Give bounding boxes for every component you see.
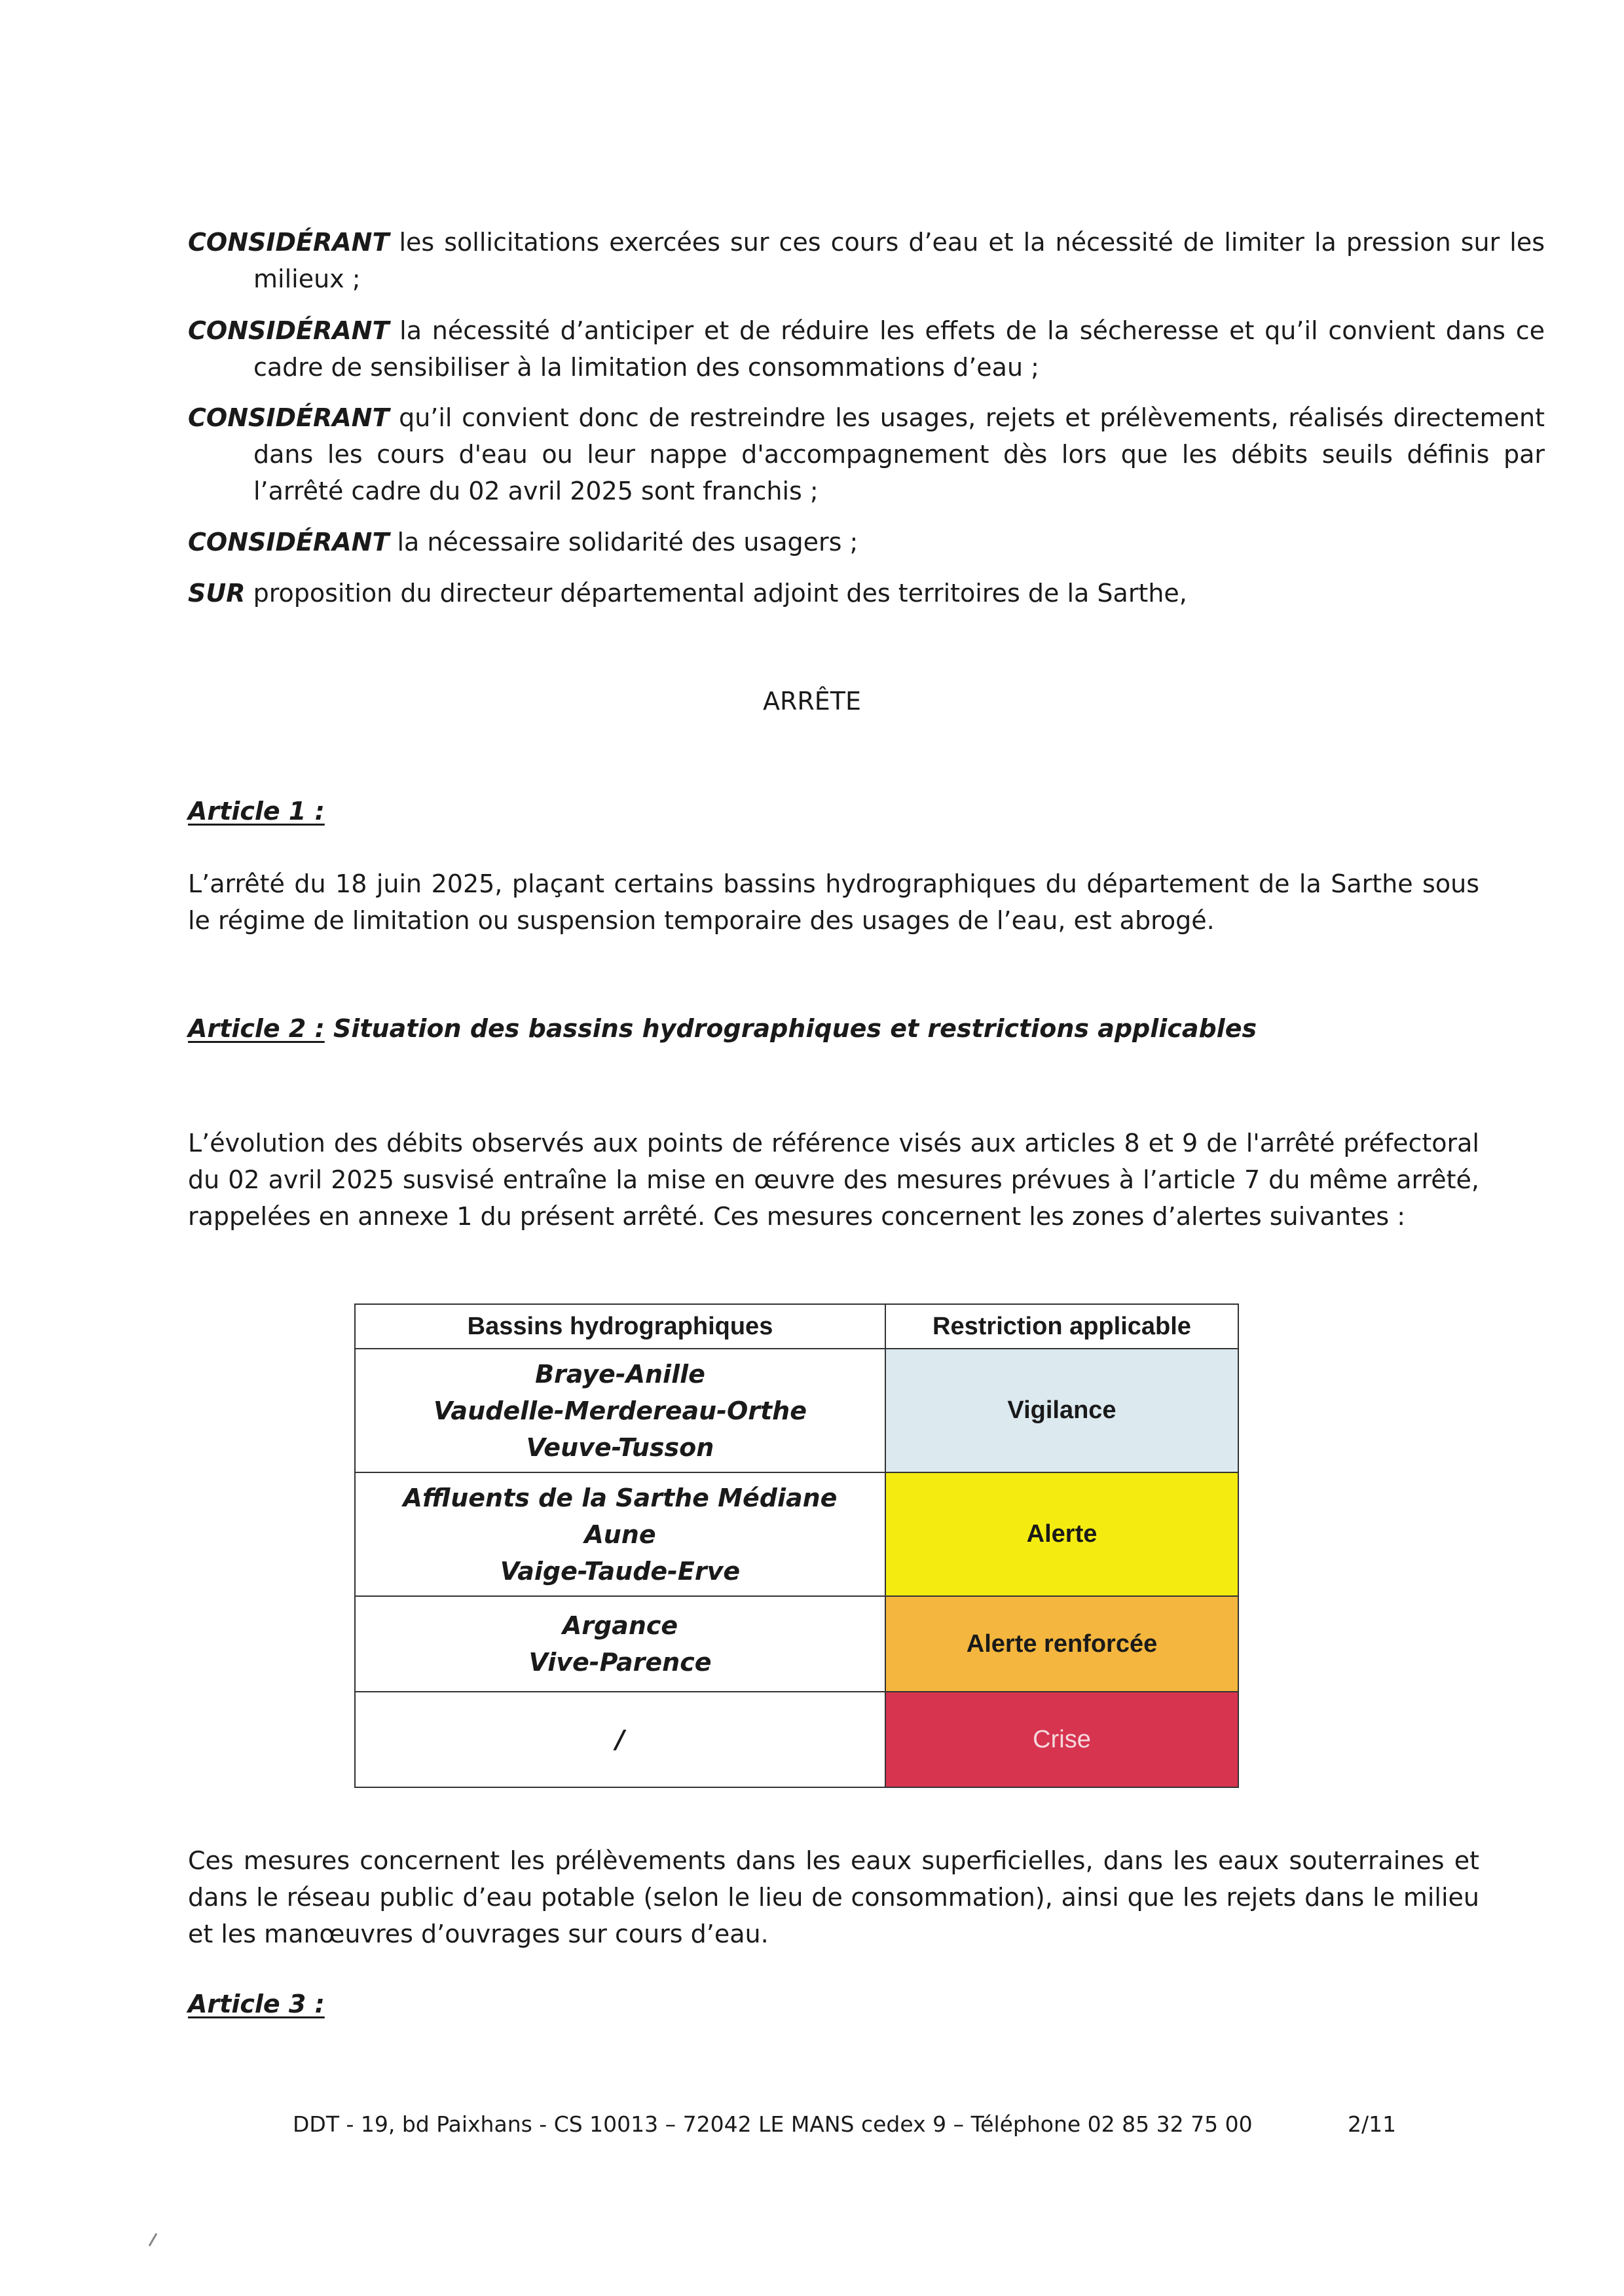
- basin-name: Vaige-Taude-Erve: [500, 1556, 741, 1586]
- considerant-text: les sollicitations exercées sur ces cours d’eau et la nécessité de limiter la pression sur les milieux ;: [253, 228, 1545, 293]
- table-header-row: [355, 1304, 1238, 1349]
- footer-address: DDT - 19, bd Paixhans - CS 10013 – 72042 LE MANS cedex 9 – Téléphone 02 85 32 75 00: [293, 2111, 1253, 2137]
- table-row: [355, 1596, 1238, 1692]
- considerant-3: [188, 399, 1545, 509]
- article-1-text: L’arrêté du 18 juin 2025, plaçant certains bassins hydrographiques du département de la Sarthe sous le régime de limitation ou suspension temporaire des usages de l’eau, est abrogé.: [188, 869, 1479, 935]
- article-3-heading: [188, 1986, 325, 2022]
- article-2-title: Situation des bassins hydrographiques et restrictions applicables: [324, 1014, 1257, 1043]
- article-1-heading: [188, 793, 325, 829]
- arrete-title: ARRÊTE: [762, 687, 862, 716]
- header-basins: Bassins hydrographiques: [355, 1304, 885, 1349]
- considerant-text: la nécessité d’anticiper et de réduire les effets de la sécheresse et qu’il convient dans ce cadre de sensibiliser à la limitation des consommations d’eau ;: [253, 316, 1545, 382]
- considerant-keyword: CONSIDÉRANT: [188, 528, 390, 556]
- considerant-text: qu’il convient donc de restreindre les usages, rejets et prélèvements, réalisés directement dans les cours d'eau ou leur nappe d'accompagnement dès lors que les débits seuils définis par l’arrêté cadre du 02 avril 2025 sont franchis ;: [253, 403, 1545, 505]
- basin-name: Argance: [562, 1611, 678, 1640]
- article-2-intro: L’évolution des débits observés aux points de référence visés aux articles 8 et 9 de l'arrêté préfectoral du 02 avril 2025 susvisé entraîne la mise en œuvre des mesures prévues à l’article 7 du même arrêté, rappelées en annexe 1 du présent arrêté. Ces mesures concernent les zones d’alertes suivantes :: [188, 1129, 1479, 1231]
- article-3-label: Article 3 :: [188, 1990, 325, 2018]
- restriction-cell: Vigilance: [885, 1349, 1238, 1472]
- considerant-keyword: CONSIDÉRANT: [188, 403, 390, 432]
- restriction-cell: Alerte: [885, 1472, 1238, 1596]
- table-row: [355, 1349, 1238, 1472]
- scan-mark: [149, 2233, 158, 2247]
- page-number: 2/11: [1348, 2111, 1397, 2137]
- sur-proposition: [188, 575, 1545, 611]
- basin-name: /: [616, 1725, 625, 1754]
- basin-name: Braye-Anille: [535, 1359, 705, 1389]
- restriction-cell: Alerte renforcée: [885, 1596, 1238, 1692]
- basins-cell: [355, 1596, 885, 1692]
- table-row: [355, 1692, 1238, 1787]
- header-restriction: Restriction applicable: [885, 1304, 1238, 1349]
- considerant-4: [188, 524, 1545, 560]
- basin-name: Vaudelle-Merdereau-Orthe: [433, 1396, 807, 1425]
- basin-name: Aune: [584, 1520, 656, 1549]
- article-2-label: Article 2 :: [188, 1014, 325, 1043]
- restriction-table: [354, 1303, 1239, 1788]
- considerant-text: la nécessaire solidarité des usagers ;: [389, 528, 858, 556]
- basin-name: Vive-Parence: [528, 1648, 712, 1677]
- considerant-2: [188, 312, 1545, 386]
- article-2-outro: Ces mesures concernent les prélèvements dans les eaux superficielles, dans les eaux souterraines et dans le réseau public d’eau potable (selon le lieu de consommation), ainsi que les rejets dans le milieu et les manœuvres d’ouvrages sur cours d’eau.: [188, 1846, 1479, 1948]
- considerant-keyword: CONSIDÉRANT: [188, 228, 390, 257]
- considerant-1: [188, 224, 1545, 297]
- article-1-label: Article 1 :: [188, 797, 325, 826]
- considerant-keyword: CONSIDÉRANT: [188, 316, 390, 345]
- basins-cell: [355, 1349, 885, 1472]
- basins-cell: [355, 1472, 885, 1596]
- sur-text: proposition du directeur départemental adjoint des territoires de la Sarthe,: [245, 579, 1187, 608]
- article-2-heading: [188, 1010, 1257, 1047]
- basin-name: Veuve-Tusson: [526, 1432, 714, 1462]
- sur-keyword: SUR: [188, 579, 246, 608]
- basin-name: Affluents de la Sarthe Médiane: [403, 1483, 838, 1512]
- basins-cell: [355, 1692, 885, 1787]
- table-row: [355, 1472, 1238, 1596]
- restriction-cell: Crise: [885, 1692, 1238, 1787]
